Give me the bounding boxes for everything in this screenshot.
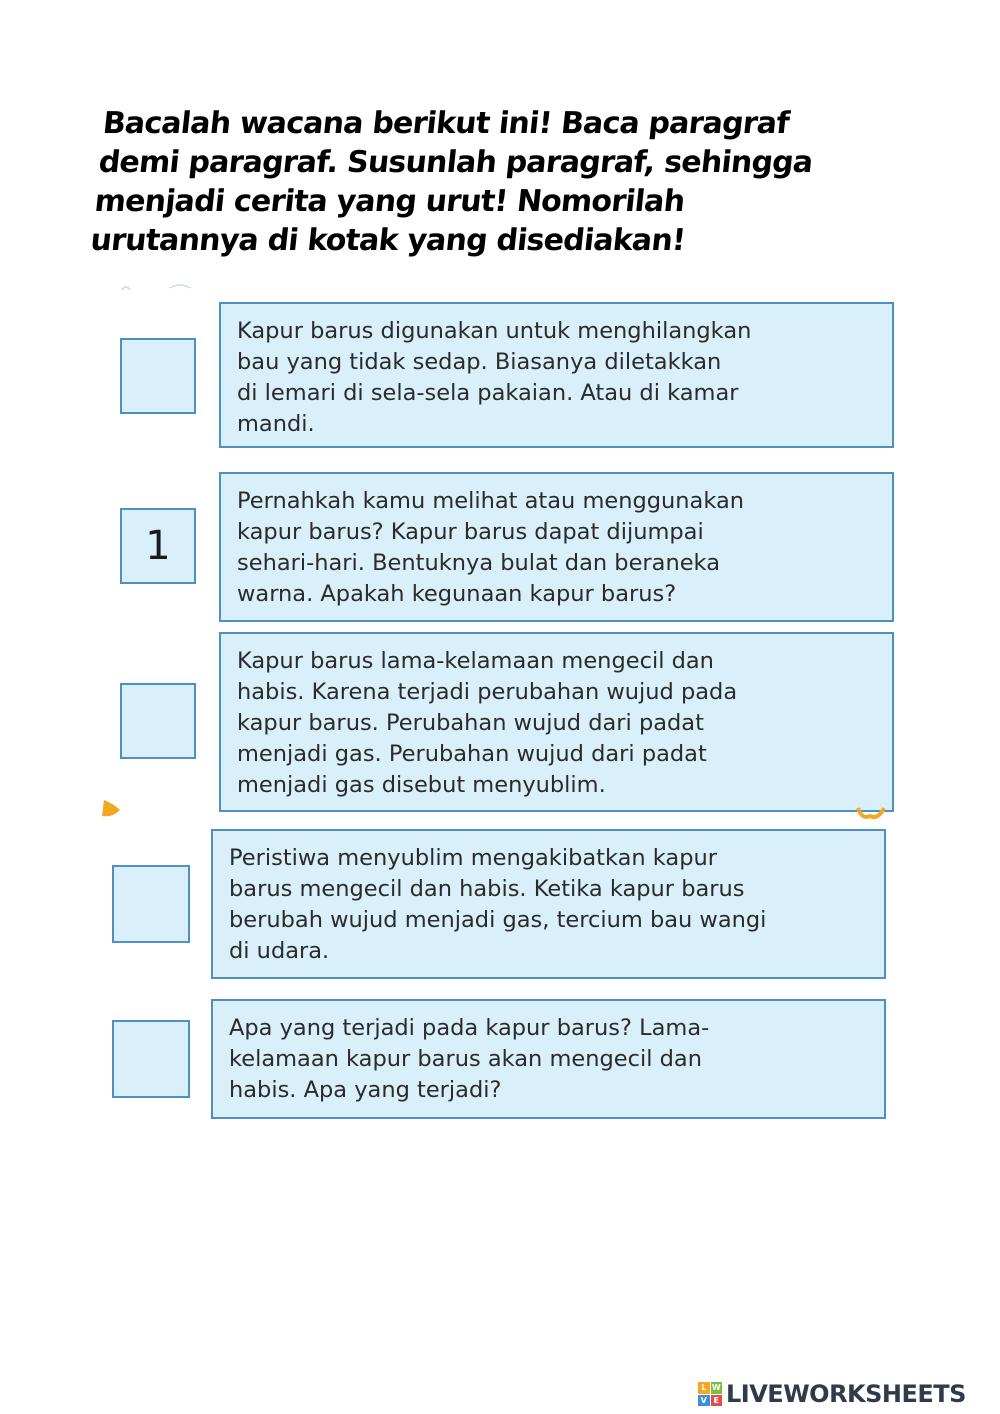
paragraph-box-4 xyxy=(211,829,886,979)
logo-badge-icon xyxy=(698,1382,722,1406)
logo-badge-letter: E xyxy=(711,1395,723,1407)
paragraph-box-5 xyxy=(211,999,886,1119)
answer-box-3[interactable] xyxy=(120,683,196,759)
paragraph-line: menjadi gas. Perubahan wujud dari padat xyxy=(237,741,707,767)
paragraph-line: kelamaan kapur barus akan mengecil dan xyxy=(229,1046,702,1072)
paragraph-line: Apa yang terjadi pada kapur barus? Lama- xyxy=(229,1015,710,1041)
paragraph-line: di lemari di sela-sela pakaian. Atau di kamar xyxy=(237,380,739,406)
answer-box-1[interactable] xyxy=(120,338,196,414)
answer-box-5[interactable] xyxy=(112,1020,190,1098)
paragraph-line: bau yang tidak sedap. Biasanya diletakkan xyxy=(237,349,722,375)
paragraph-box-1 xyxy=(219,302,894,448)
logo-badge-letter: V xyxy=(698,1395,710,1407)
logo-badge-letter: L xyxy=(698,1382,710,1394)
paragraph-line: Pernahkah kamu melihat atau menggunakan xyxy=(237,488,745,514)
leaf-decoration-icon xyxy=(100,796,122,818)
paragraph-line: barus mengecil dan habis. Ketika kapur barus xyxy=(229,876,745,902)
paragraph-line: warna. Apakah kegunaan kapur barus? xyxy=(237,581,677,607)
liveworksheets-logo xyxy=(698,1380,966,1408)
paragraph-line: sehari-hari. Bentuknya bulat dan beraneka xyxy=(237,550,720,576)
paragraph-line: kapur barus? Kapur barus dapat dijumpai xyxy=(237,519,704,545)
paragraph-box-3 xyxy=(219,632,894,812)
paragraph-line: Kapur barus lama-kelamaan mengecil dan xyxy=(237,648,714,674)
paragraph-line: Kapur barus digunakan untuk menghilangkan xyxy=(237,318,752,344)
paragraph-line: kapur barus. Perubahan wujud dari padat xyxy=(237,710,704,736)
instruction-text: Bacalah wacana berikut ini! Baca paragraf demi paragraf. Susunlah paragraf, sehingga menjadi cerita yang urut! Nomorilah urutannya di kotak yang disediakan! xyxy=(88,106,815,258)
curl-decoration-icon xyxy=(856,806,886,820)
paragraph-line: berubah wujud menjadi gas, tercium bau wangi xyxy=(229,907,767,933)
paragraph-line: di udara. xyxy=(229,938,330,964)
logo-text: LIVEWORKSHEETS xyxy=(726,1380,966,1408)
faint-mark-decoration xyxy=(120,282,200,292)
paragraph-line: Peristiwa menyublim mengakibatkan kapur xyxy=(229,845,718,871)
paragraph-line: habis. Apa yang terjadi? xyxy=(229,1077,502,1103)
paragraph-line: habis. Karena terjadi perubahan wujud pada xyxy=(237,679,738,705)
paragraph-line: menjadi gas disebut menyublim. xyxy=(237,772,606,798)
answer-box-4[interactable] xyxy=(112,865,190,943)
paragraph-box-2 xyxy=(219,472,894,622)
answer-box-2[interactable]: 1 xyxy=(120,508,196,584)
paragraph-line: mandi. xyxy=(237,411,315,437)
logo-badge-letter: W xyxy=(711,1383,721,1392)
